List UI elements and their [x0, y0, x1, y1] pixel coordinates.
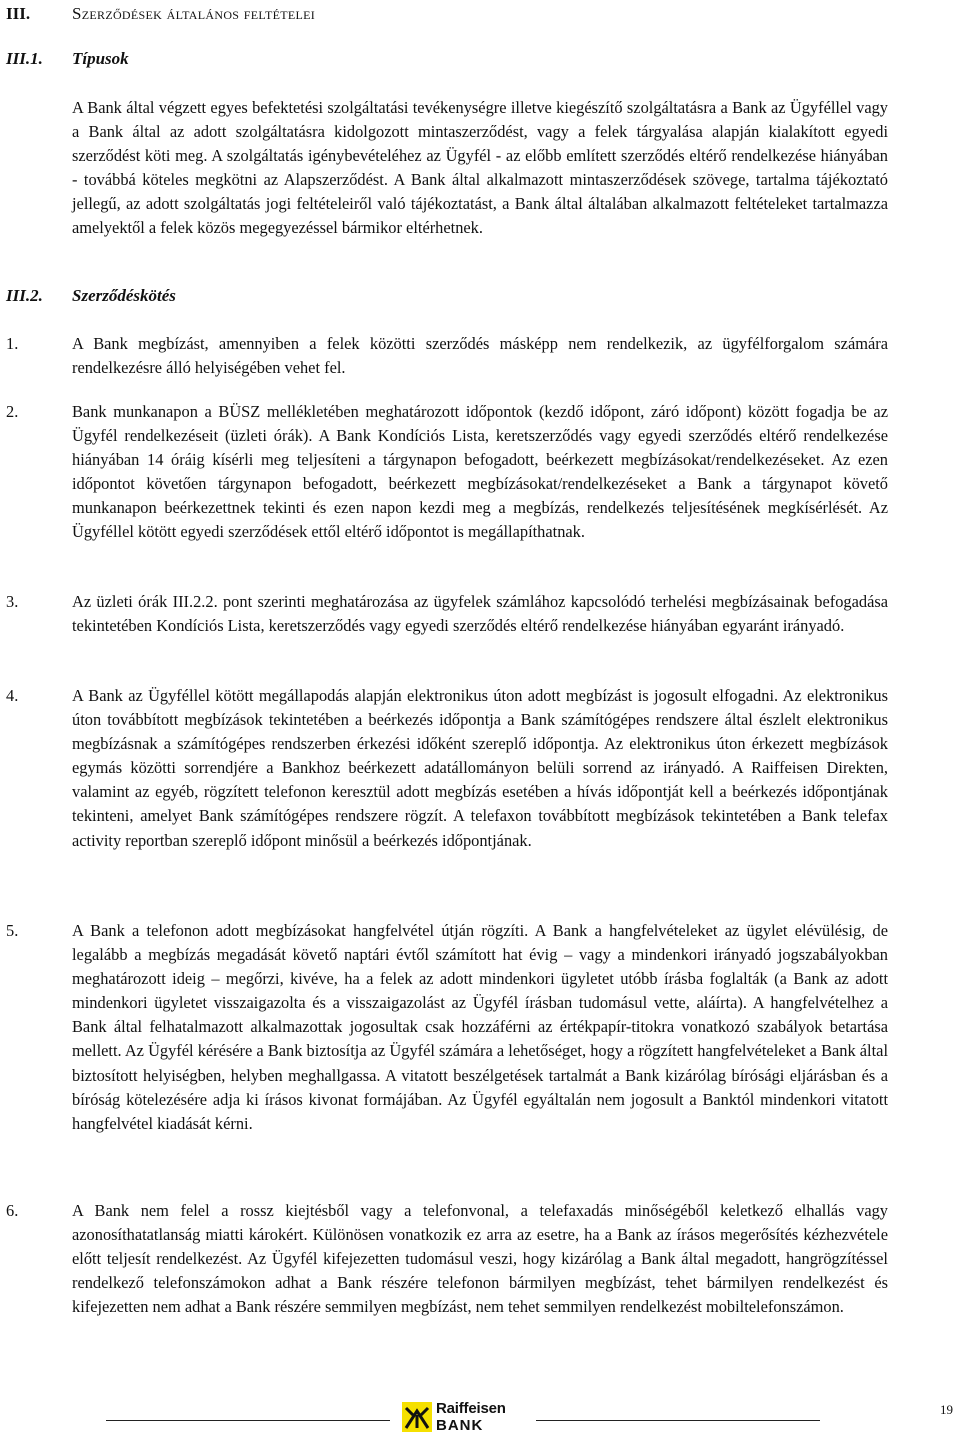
subsection-title: Szerződéskötés — [72, 286, 176, 305]
list-item — [6, 590, 888, 638]
list-item-text: A Bank az Ügyféllel kötött megállapodás alapján elektronikus úton adott megbízást is jogosult elfogadni. Az elektronikus úton továbbított megbízások tekintetében a beérkezés időpontja a Bank számítógépes rendszere által észlelt elektronikus megbízásnak a számítógépes rendszerben érkezési időként szereplő időpontja. Az elektronikus úton érkezett megbízások egymás közötti sorrendjére a Bankhoz beérkezett adatállományon belüli sorrend az irányadó. A Raiffeisen Direkten, valamint az egyéb, rögzített telefonon keresztül adott megbízás esetében a hívás időpontját kell a beérkezés időpontjának tekinteni, amelyet Bank számítógépes rendszere rögzít. A telefaxon továbbított megbízások tekintetében a Bank telefax activity reportban szereplő időpont minősül a beérkezés időpontjának. — [72, 686, 888, 850]
logo-text-raiffeisen: Raiffeisen — [436, 1400, 506, 1417]
section-number: III. — [6, 4, 31, 23]
list-item-text: Bank munkanapon a BÜSZ mellékletében meghatározott időpontok (kezdő időpont, záró időpont) között fogadja be az Ügyfél rendelkezéseit (üzleti órák). A Bank Kondíciós Lista, keretszerződés vagy egyedi szerződés eltérő rendelkezése hiányában 14 óráig kísérli meg teljesíteni a tárgynapon befogadott, beérkezett megbízásokat/rendelkezéseket. Az ezen időpontot követően tárgynapon befogadott, beérkezett megbízásokat/rendelkezéseket a Bank a tárgynapot követő munkanapon beérkezettnek tekinti és ezen napon kezdi meg a megbízás, rendelkezés teljesítésének megkísérlését. Az Ügyféllel kötött egyedi szerződések ettől eltérő időpontot is megállapíthatnak. — [72, 402, 888, 542]
subsection-title: Típusok — [72, 49, 129, 68]
paragraph-types: A Bank által végzett egyes befektetési szolgáltatási tevékenységre illetve kiegészítő szolgáltatásra a Bank az Ügyféllel vagy a Bank által az adott szolgáltatásra kidolgozott mintaszerződést, vagy a felek tárgyalása alapján kialakított egyedi szerződést köti meg. A szolgáltatás igénybevételéhez az Ügyfél - az előbb említett szerződés eltérő rendelkezése hiányában - továbbá köteles megkötni az Alapszerződést. A Bank által alkalmazott mintaszerződések szövege, tartalma tájékoztató jellegű, az adott szolgáltatás jogi feltételeiről való tájékoztatást, a Bank által általában alkalmazott feltételeket tartalmazza amelyektől a felek közös megegyezéssel bármikor eltérhetnek. — [72, 98, 888, 238]
raiffeisen-gable-cross-icon — [402, 1402, 432, 1432]
list-item — [6, 400, 888, 545]
footer-rule-left — [106, 1420, 390, 1421]
list-item — [6, 332, 888, 380]
section-title: Szerződések általános feltételei — [72, 4, 316, 23]
list-item-number: 3. — [6, 592, 19, 611]
footer-rule-right — [536, 1420, 820, 1421]
list-item — [6, 1199, 888, 1319]
list-item-number: 4. — [6, 686, 19, 705]
list-item — [6, 919, 888, 1136]
list-item-text: A Bank nem felel a rossz kiejtésből vagy a telefonvonal, a telefaxadás minőségéből keletkező elhallás vagy azonosíthatatlanság miatti károkért. Különösen vonatkozik ez arra az esetre, ha a Bank az írásos megerősítés kézhezvétele előtt teljesít rendelkezést. Az Ügyfél kifejezetten tudomásul veszi, hogy kizárólag a Bank által megadott, hangrögzítéssel rendelkező telefonszámokon adhat a Bank részére telefonon bármilyen megbízást, tehet bármilyen rendelkezést és kifejezetten nem adhat a Bank részére semmilyen megbízást, nem tehet semmilyen rendelkezést mobiltelefonszámon. — [72, 1201, 888, 1317]
list-item-number: 5. — [6, 921, 19, 940]
list-item-number: 6. — [6, 1201, 19, 1220]
list-item — [6, 684, 888, 853]
subsection-number: III.1. — [6, 49, 43, 68]
list-item-text: Az üzleti órák III.2.2. pont szerinti meghatározása az ügyfelek számlához kapcsolódó terhelési megbízásainak befogadása tekintetében Kondíciós Lista, keretszerződés vagy egyedi szerződés eltérő rendelkezése hiányában egyaránt irányadó. — [72, 592, 888, 636]
page-number: 19 — [940, 1402, 953, 1417]
list-item-number: 2. — [6, 402, 19, 421]
list-item-text: A Bank megbízást, amennyiben a felek közötti szerződés másképp nem rendelkezik, az ügyfélforgalom számára rendelkezésre álló helyiségében vehet fel. — [72, 334, 888, 378]
logo-text-bank: BANK — [436, 1417, 484, 1434]
list-item-number: 1. — [6, 334, 19, 353]
list-item-text: A Bank a telefonon adott megbízásokat hangfelvétel útján rögzíti. A Bank a hangfelvételeket az ügylet elévülésig, de legalább a megbízás megadását követő naptári évtől számított hat évig – vagy a mindenkori irányadó jogszabályokban meghatározott ideig – megőrzi, kivéve, ha a felek az adott mindenkori ügyletet utóbb írásba foglalták (a Bank az adott mindenkori ügyletet visszaigazolta és a visszaigazolást az Ügyfél írásban tudomásul vette, aláírta). A hangfelvételhez a Bank által felhatalmazott alkalmazottak jogosultak csak hozzáférni az értékpapír-titokra vonatkozó szabályok betartása mellett. Az Ügyfél kérésére a Bank biztosítja az Ügyfél számára a lehetőséget, hogy a rögzített hangfelvételeket a Bank által biztosított helyiségben, helyben meghallgassa. A vitatott beszélgetések tartalmát a Bank kizárólag bírósági eljárásban és a bíróság kötelezésére adja ki írásos kivonat formájában. Az Ügyfél egyáltalán nem jogosult a Banktól mindenkori vitatott hangfelvétel kiadását kérni. — [72, 921, 888, 1133]
subsection-number: III.2. — [6, 286, 43, 305]
raiffeisen-bank-logo — [402, 1400, 532, 1436]
